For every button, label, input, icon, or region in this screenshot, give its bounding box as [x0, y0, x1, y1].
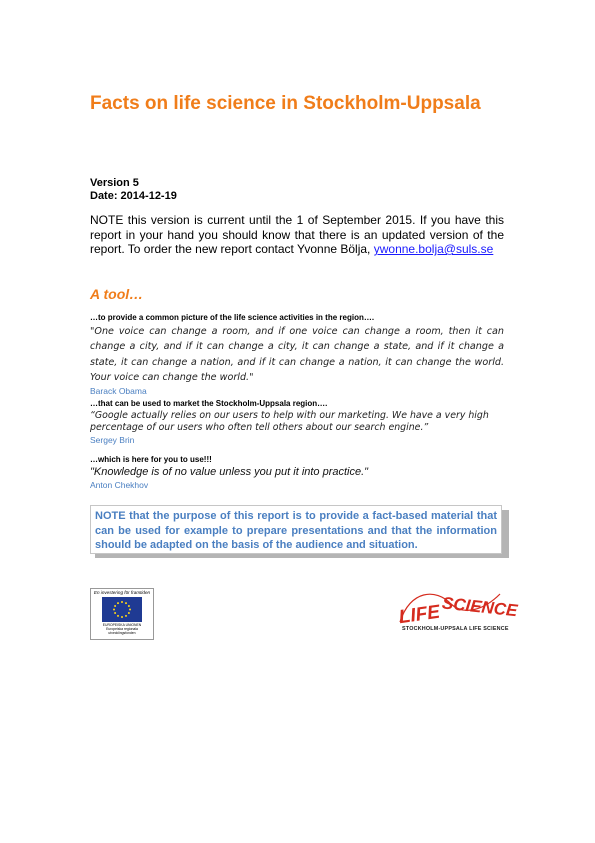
- quote-author: Barack Obama: [90, 386, 147, 397]
- quote-author: Anton Chekhov: [90, 480, 149, 490]
- quote-lead: …which is here for you to use!!!: [90, 455, 212, 464]
- document-meta: [90, 177, 177, 203]
- eu-caption-line: utvecklingsfonden: [108, 631, 136, 635]
- date-label: Date: 2014-12-19: [90, 190, 177, 202]
- eu-caption-line: EUROPEISKA UNIONEN: [102, 623, 142, 627]
- section-heading: A tool…: [90, 286, 144, 302]
- version-note: [90, 213, 504, 257]
- svg-text:SCIENCE: SCIENCE: [441, 593, 519, 621]
- note-text: NOTE this version is current until the 1 of September 2015. If you have this report in your hand you should know that there is an updated version of the report. To order the new report contact Yvonne Bölja,: [90, 213, 504, 256]
- eu-caption-line: Europeiska regionala: [106, 627, 138, 631]
- quote-text: “Google actually relies on our users to help with our marketing. We have a very high percentage of our users who often tell others about our search engine.”: [90, 410, 489, 433]
- eu-logo-caption: En investering för framtiden: [93, 590, 151, 595]
- quote-lead: …that can be used to market the Stockholm-Uppsala region….: [90, 399, 328, 408]
- eu-flag-icon: [102, 597, 142, 622]
- version-label: Version 5: [90, 177, 139, 189]
- svg-text:LIFE: LIFE: [397, 601, 442, 629]
- quote-author: Sergey Brin: [90, 435, 135, 445]
- eu-logo: [90, 588, 154, 640]
- purpose-callout: [90, 505, 506, 557]
- quote-block: [90, 399, 504, 446]
- quote-text: "Knowledge is of no value unless you put it into practice.": [90, 466, 369, 478]
- quote-lead: …to provide a common picture of the life science activities in the region….: [90, 313, 375, 322]
- eu-logo-caption: [91, 623, 153, 635]
- page-title: Facts on life science in Stockholm-Uppsala: [90, 93, 481, 114]
- contact-email-link[interactable]: ywonne.bolja@suls.se: [373, 242, 494, 256]
- callout-text: NOTE that the purpose of this report is to provide a fact-based material that can be used for example to prepare presentations and that the information should be adapted on the basis of the audience and situation.: [95, 510, 497, 551]
- quote-block: [90, 313, 504, 397]
- life-science-logo: [396, 586, 519, 634]
- callout-box: [90, 505, 502, 554]
- quote-text: "One voice can change a room, and if one voice can change a room, then it can change a city, and if it can change a city, it can change a state, and if it change a state, it can change a nation, and if it can change a nation, it can change the world. Your voice can change the world.": [90, 326, 504, 383]
- life-science-caption: STOCKHOLM-UPPSALA LIFE SCIENCE: [402, 626, 509, 632]
- quote-block: [90, 455, 504, 491]
